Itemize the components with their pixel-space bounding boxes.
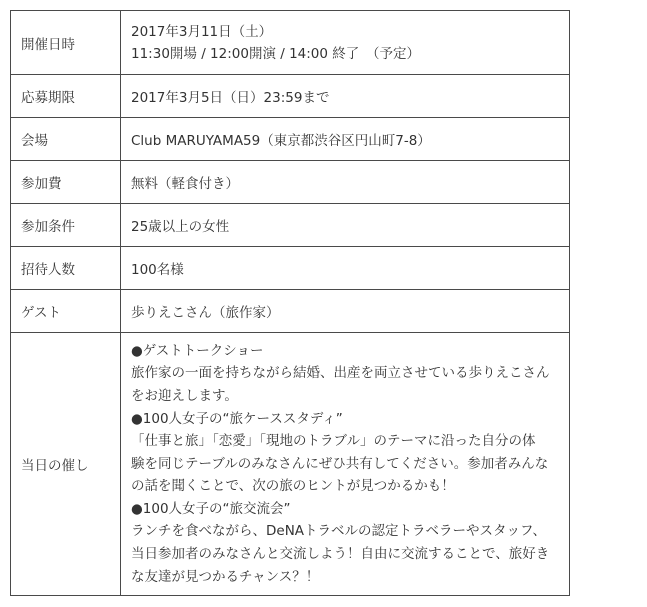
label-venue: 会場 <box>11 118 121 161</box>
value-guest: 歩りえこさん（旅作家） <box>121 290 570 333</box>
row-capacity <box>11 247 570 290</box>
row-deadline <box>11 75 570 118</box>
value-conditions: 25歳以上の女性 <box>121 204 570 247</box>
value-events <box>121 333 570 596</box>
value-date <box>121 11 570 75</box>
events-line: 旅作家の一面を持ちながら結婚、出産を両立させている歩りえこさん <box>131 365 550 382</box>
events-line: ●100人女子の“旅ケーススタディ” <box>131 410 343 427</box>
label-deadline: 応募期限 <box>11 75 121 118</box>
events-line: の話を聞くことで、次の旅のヒントが見つかるかも！ <box>131 478 455 495</box>
label-fee: 参加費 <box>11 161 121 204</box>
events-line: をお迎えします。 <box>131 387 238 404</box>
row-fee <box>11 161 570 204</box>
row-date <box>11 11 570 75</box>
value-capacity: 100名様 <box>121 247 570 290</box>
value-venue: Club MARUYAMA59（東京都渋谷区円山町7-8） <box>121 118 570 161</box>
label-date: 開催日時 <box>11 11 121 75</box>
row-venue <box>11 118 570 161</box>
label-events: 当日の催し <box>11 333 121 596</box>
label-capacity: 招待人数 <box>11 247 121 290</box>
events-line: ●ゲストトークショー <box>131 342 264 359</box>
events-line: 「仕事と旅」「恋愛」「現地のトラブル」のテーマに沿った自分の体 <box>131 433 536 450</box>
events-line: 当日参加者のみなさんと交流しよう！自由に交流することで、旅好き <box>131 546 550 563</box>
row-events <box>11 333 570 596</box>
value-deadline: 2017年3月5日（日）23:59まで <box>121 75 570 118</box>
value-date-line: 2017年3月11日（土） <box>131 23 273 40</box>
events-line: ●100人女子の“旅交流会” <box>131 500 291 517</box>
label-guest: ゲスト <box>11 290 121 333</box>
label-conditions: 参加条件 <box>11 204 121 247</box>
row-guest <box>11 290 570 333</box>
row-conditions <box>11 204 570 247</box>
events-line: ランチを食べながら、DeNAトラベルの認定トラベラーやスタッフ、 <box>131 523 546 540</box>
events-line: 験を同じテーブルのみなさんにぜひ共有してください。参加者みんな <box>131 455 549 472</box>
events-line: な友達が見つかるチャンス？！ <box>131 568 320 585</box>
event-info-table <box>10 10 570 596</box>
value-time-line: 11:30開場 / 12:00開演 / 14:00 終了 （予定） <box>131 45 421 62</box>
value-fee: 無料（軽食付き） <box>121 161 570 204</box>
